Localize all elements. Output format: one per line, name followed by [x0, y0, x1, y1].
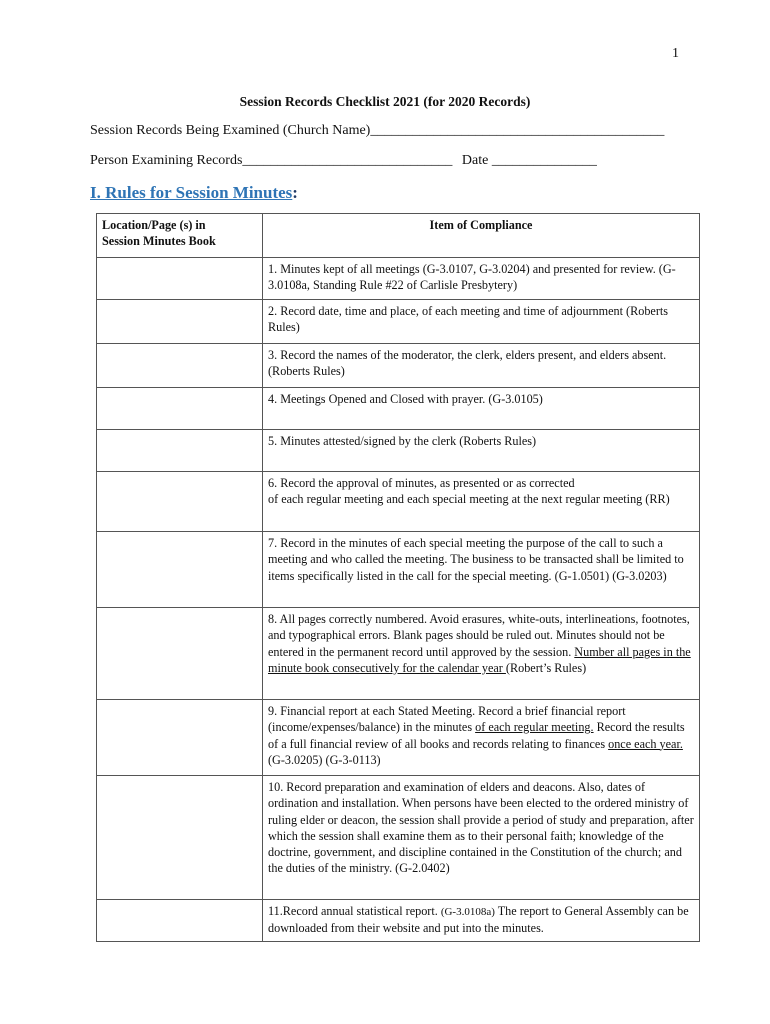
item-text-after: (Robert’s Rules)	[505, 660, 587, 675]
item-header: Item of Compliance	[263, 214, 700, 258]
compliance-table	[96, 213, 700, 942]
church-name-field[interactable]: __________________________________________	[370, 123, 665, 138]
date-label: Date	[461, 153, 489, 168]
page-number: 1	[672, 46, 679, 61]
location-cell[interactable]	[97, 300, 263, 344]
item-cell	[263, 608, 700, 700]
item-text-part1: 9. Financial report at each Stated Meeting. Record a brief financial report (income/expenses/balance) in the minutes	[268, 704, 626, 735]
item-cell	[263, 900, 700, 942]
location-cell[interactable]	[97, 532, 263, 608]
church-name-line	[90, 123, 664, 139]
date-field[interactable]: _________	[491, 153, 555, 168]
item-text-citation: (G-3.0108a)	[440, 906, 495, 918]
location-cell[interactable]	[97, 608, 263, 700]
date-field-extension[interactable]: ______	[554, 153, 597, 168]
location-header-line2: Session Minutes Book	[102, 234, 216, 249]
item-text-underlined-1: of each regular meeting.	[475, 720, 594, 735]
location-cell[interactable]	[97, 388, 263, 430]
examiner-label: Person Examining Records	[90, 153, 243, 168]
item-text-part1: 11.Record annual statistical report.	[268, 904, 441, 918]
item-text-line2: of each regular meeting and each special meeting at the next regular meeting (RR)	[268, 492, 670, 507]
table-row	[97, 388, 700, 430]
examiner-line	[90, 153, 597, 169]
location-cell[interactable]	[97, 258, 263, 300]
table-row	[97, 608, 700, 700]
item-cell: 4. Meetings Opened and Closed with prayer. (G-3.0105)	[263, 388, 700, 430]
church-name-label: Session Records Being Examined (Church Name)	[90, 123, 371, 138]
item-cell: 7. Record in the minutes of each special meeting the purpose of the call to such a meeting and who called the meeting. The business to be transacted shall be limited to items specifically listed in the call for the special meeting. (G-1.0501) (G-3.0203)	[263, 532, 700, 608]
table-row	[97, 430, 700, 472]
table-row	[97, 300, 700, 344]
item-text-part2: Record the results of a full financial review of all books and records relating to finances	[268, 720, 685, 751]
table-row	[97, 900, 700, 942]
item-text: 8. All pages correctly numbered. Avoid erasures, white-outs, interlineations, footnotes, and typographical errors. Blank pages should be ruled out. Minutes should not be entered in the permanent record until approved by the session.	[268, 612, 690, 659]
section-heading-colon: :	[292, 183, 298, 202]
table-row	[97, 472, 700, 532]
item-cell	[263, 700, 700, 776]
location-header-line1: Location/Page (s) in	[102, 218, 206, 232]
table-row	[97, 258, 700, 300]
item-cell	[263, 472, 700, 532]
item-cell: 10. Record preparation and examination of elders and deacons. Also, dates of ordination and installation. When persons have been elected to the ordered ministry of ruling elder or deacon, the session shall provide a period of study and preparation, after which the session shall examine them as to their personal faith; knowledge of the doctrine, government, and discipline contained in the Constitution of the church; and the duties of the ministry. (G-2.0402)	[263, 776, 700, 900]
location-cell[interactable]	[97, 472, 263, 532]
item-cell: 5. Minutes attested/signed by the clerk (Roberts Rules)	[263, 430, 700, 472]
table-row	[97, 700, 700, 776]
item-cell: 2. Record date, time and place, of each meeting and time of adjournment (Roberts Rules)	[263, 300, 700, 344]
item-text-part2: The report to General Assembly can be downloaded from their website and put into the minutes.	[268, 904, 689, 936]
location-cell[interactable]	[97, 430, 263, 472]
item-text-underlined-2: once each year.	[608, 736, 683, 751]
item-cell: 1. Minutes kept of all meetings (G-3.0107, G-3.0204) and presented for review. (G-3.0108a, Standing Rule #22 of Carlisle Presbytery)	[263, 258, 700, 300]
table-row	[97, 344, 700, 388]
location-cell[interactable]	[97, 776, 263, 900]
location-cell[interactable]	[97, 344, 263, 388]
location-header	[97, 214, 263, 258]
section-heading	[90, 183, 298, 203]
location-cell[interactable]	[97, 900, 263, 942]
table-header-row	[97, 214, 700, 258]
item-text-line1: 6. Record the approval of minutes, as presented or as corrected	[268, 476, 575, 490]
table-row	[97, 532, 700, 608]
item-cell: 3. Record the names of the moderator, the clerk, elders present, and elders absent. (Roberts Rules)	[263, 344, 700, 388]
document-title: Session Records Checklist 2021 (for 2020 Records)	[239, 94, 531, 109]
item-text-part3: (G-3.0205) (G-3-0113)	[268, 752, 381, 767]
location-cell[interactable]	[97, 700, 263, 776]
examiner-field[interactable]: ______________________________	[242, 153, 453, 168]
section-heading-link[interactable]: I. Rules for Session Minutes	[90, 183, 293, 202]
item-text-underlined: Number all pages in the minute book consecutively for the calendar year	[268, 644, 691, 675]
table-row	[97, 776, 700, 900]
